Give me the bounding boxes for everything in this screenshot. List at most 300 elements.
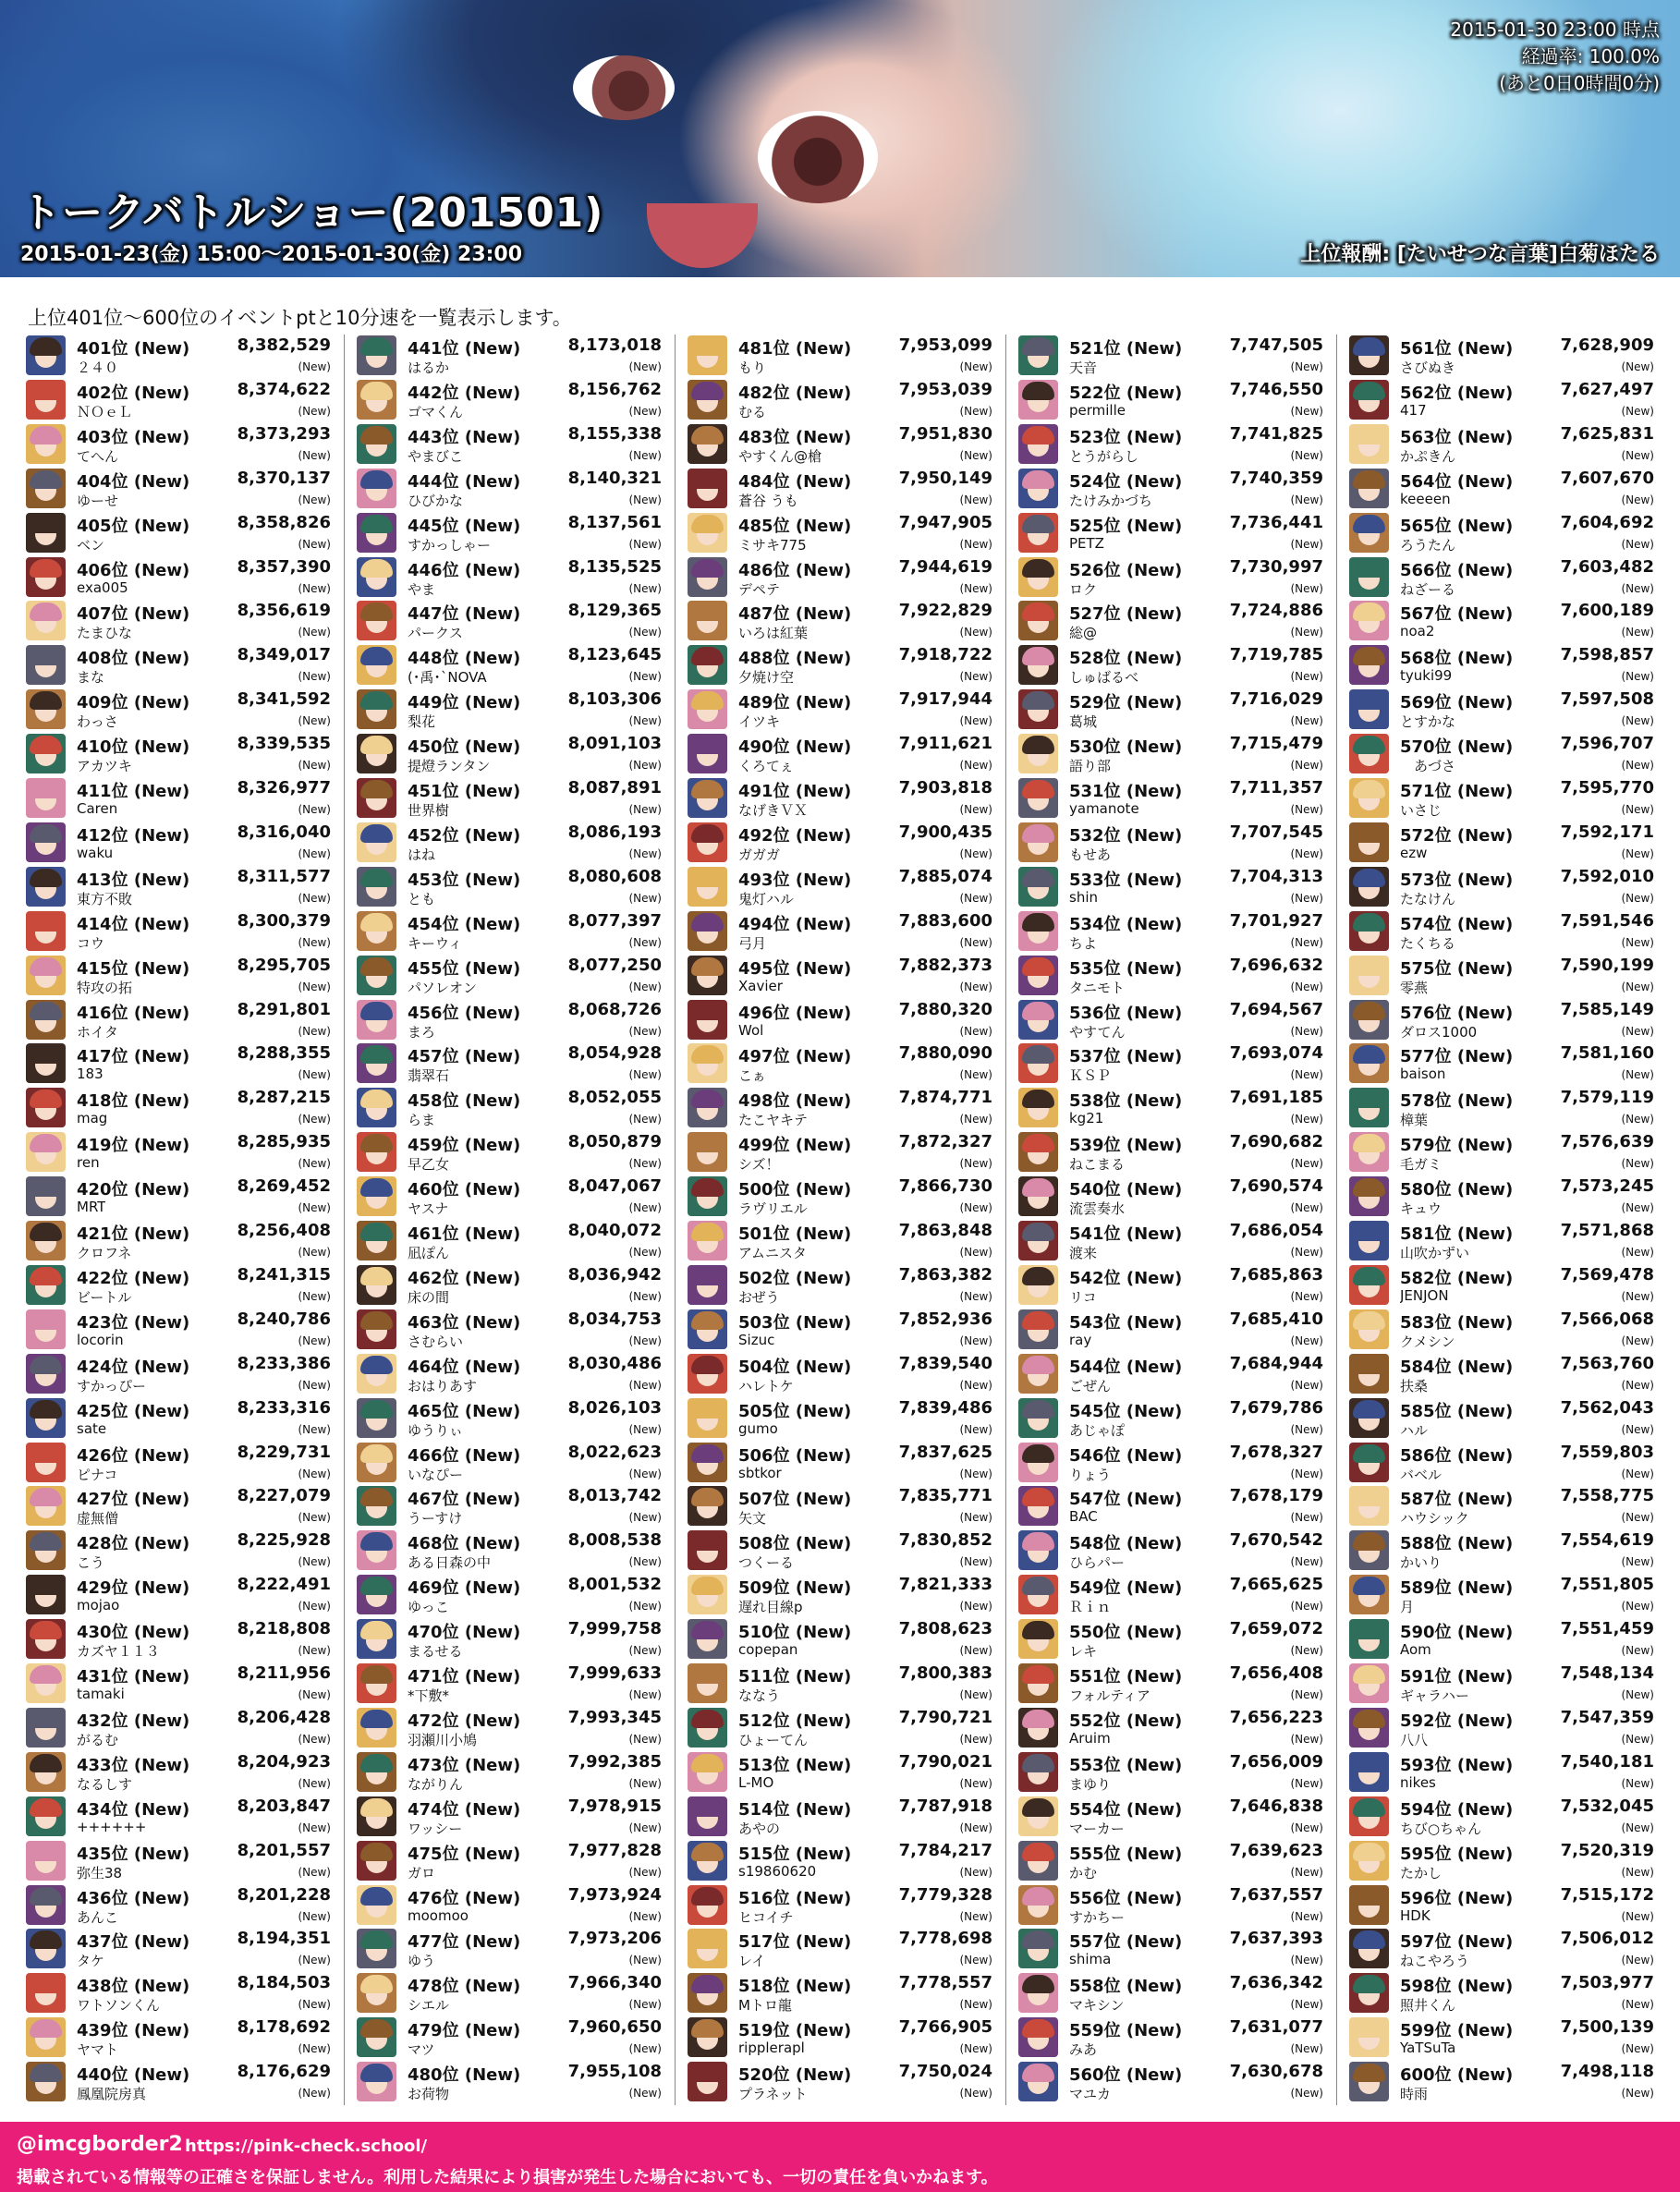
ranking-row[interactable] [688,1175,992,1220]
ranking-row[interactable] [688,1309,992,1353]
ranking-row[interactable] [26,1751,331,1796]
ranking-row[interactable] [357,1618,662,1662]
ranking-row[interactable] [357,1220,662,1264]
ranking-row[interactable] [357,1662,662,1707]
rank-label: 505位 (New) [738,1401,852,1421]
ranking-row[interactable] [1349,1397,1654,1442]
rank-label: 568位 (New) [1400,649,1514,669]
idol-avatar-icon [26,911,66,951]
avatar-hair [1353,1665,1385,1684]
player-name: なるしす [77,1775,133,1793]
avatar-hair [1022,1223,1054,1241]
ranking-row[interactable] [1018,1618,1323,1662]
ranking-row[interactable] [1018,1840,1323,1884]
ranking-row[interactable] [1349,423,1654,468]
ranking-row[interactable] [1018,1796,1323,1840]
ranking-row[interactable] [688,556,992,601]
event-points: 8,137,561 [567,512,662,532]
ranking-row[interactable] [357,1840,662,1884]
idol-avatar-icon [1349,2017,1389,2057]
ranking-row[interactable] [1018,2016,1323,2061]
event-points: 8,225,928 [237,1530,331,1551]
ranking-row[interactable] [688,512,992,556]
ranking-row[interactable] [26,335,331,379]
ranking-row[interactable] [26,733,331,777]
ranking-row[interactable] [357,733,662,777]
player-name: 語り部 [1069,758,1112,775]
ranking-row[interactable] [1349,1087,1654,1131]
ranking-row[interactable] [1018,423,1323,468]
ranking-row[interactable] [1018,1529,1323,1574]
ten-minute-speed: (New) [628,1688,662,1701]
event-points: 8,087,891 [567,778,662,798]
ten-minute-speed: (New) [1290,360,1323,373]
idol-avatar-icon [357,956,396,995]
ranking-row[interactable] [1018,379,1323,423]
ranking-row[interactable] [1018,1087,1323,1131]
ranking-row[interactable] [688,1796,992,1840]
ranking-row[interactable] [1018,1707,1323,1751]
ranking-row[interactable] [357,556,662,601]
ranking-row[interactable] [357,600,662,644]
ranking-row[interactable] [1018,600,1323,644]
ranking-row[interactable] [1349,1884,1654,1929]
ranking-row[interactable] [1349,600,1654,644]
ranking-row[interactable] [357,1928,662,1972]
avatar-hair [30,382,62,400]
ten-minute-speed: (New) [1290,714,1323,728]
ranking-row[interactable] [1349,1574,1654,1618]
ranking-row[interactable] [1018,955,1323,999]
rank-label: 541位 (New) [1069,1224,1183,1244]
ranking-row[interactable] [26,1574,331,1618]
event-points: 8,285,935 [237,1132,331,1152]
ten-minute-speed: (New) [298,935,331,949]
ranking-row[interactable] [357,999,662,1043]
ranking-row[interactable] [688,1972,992,2016]
ranking-row[interactable] [688,1485,992,1529]
ranking-row[interactable] [357,335,662,379]
ranking-row[interactable] [1018,468,1323,512]
ranking-row[interactable] [26,1309,331,1353]
event-points: 7,573,245 [1560,1176,1654,1197]
idol-avatar-icon [26,1973,66,2013]
avatar-hair [691,1710,724,1728]
ranking-row[interactable] [1349,1131,1654,1175]
ranking-row[interactable] [1018,733,1323,777]
ranking-row[interactable] [1018,866,1323,910]
ranking-row[interactable] [1018,999,1323,1043]
player-name: アムニスタ [738,1245,807,1261]
ranking-row[interactable] [1018,1751,1323,1796]
idol-avatar-icon [1018,1043,1058,1083]
ranking-row[interactable] [357,777,662,822]
ten-minute-speed: (New) [959,1422,992,1436]
ranking-row[interactable] [688,1397,992,1442]
event-points: 8,013,742 [567,1486,662,1506]
event-points: 8,218,808 [237,1619,331,1639]
ranking-row[interactable] [357,1309,662,1353]
ranking-row[interactable] [357,423,662,468]
ranking-row[interactable] [357,1264,662,1309]
banner-art-eye-left [573,55,675,120]
event-points: 8,316,040 [237,822,331,842]
ranking-row[interactable] [26,1220,331,1264]
avatar-hair [1353,1710,1385,1728]
ranking-row[interactable] [1018,1353,1323,1397]
event-points: 7,569,478 [1560,1264,1654,1285]
ranking-row[interactable] [26,1618,331,1662]
ranking-row[interactable] [1349,955,1654,999]
ranking-row[interactable] [357,1353,662,1397]
ranking-row[interactable] [357,379,662,423]
rank-label: 432位 (New) [77,1711,190,1731]
player-name: わっさ [77,713,118,731]
ranking-row[interactable] [688,1618,992,1662]
event-points: 7,631,077 [1229,2017,1323,2038]
ranking-row[interactable] [26,955,331,999]
ranking-row[interactable] [26,600,331,644]
ranking-row[interactable] [26,1928,331,1972]
ranking-row[interactable] [1349,1175,1654,1220]
ranking-row[interactable] [357,2016,662,2061]
ranking-row[interactable] [1349,468,1654,512]
ranking-row[interactable] [26,1972,331,2016]
rank-label: 586位 (New) [1400,1445,1514,1466]
ranking-row[interactable] [1349,512,1654,556]
avatar-hair [30,559,62,578]
ranking-row[interactable] [357,955,662,999]
ranking-row[interactable] [357,1529,662,1574]
ranking-row[interactable] [688,1662,992,1707]
event-points: 7,678,179 [1229,1486,1323,1506]
ranking-row[interactable] [1018,556,1323,601]
ten-minute-speed: (New) [1621,846,1654,860]
ranking-row[interactable] [1349,2061,1654,2105]
ranking-row[interactable] [1018,335,1323,379]
ten-minute-speed: (New) [1290,1688,1323,1701]
event-points: 7,766,905 [898,2017,992,2038]
ranking-row[interactable] [26,1796,331,1840]
rank-label: 438位 (New) [77,1977,190,1997]
ranking-row[interactable] [1349,644,1654,688]
ranking-row[interactable] [1018,644,1323,688]
ranking-row[interactable] [688,1087,992,1131]
ranking-row[interactable] [1018,1175,1323,1220]
ranking-row[interactable] [1349,1796,1654,1840]
ranking-row[interactable] [26,2016,331,2061]
ranking-row[interactable] [26,2061,331,2105]
footer-url-link[interactable]: https://pink-check.school/ [185,2137,428,2156]
ranking-row[interactable] [26,1042,331,1087]
ranking-row[interactable] [688,1220,992,1264]
ten-minute-speed: (New) [1290,803,1323,816]
ranking-row[interactable] [1018,1574,1323,1618]
idol-avatar-icon [1018,1885,1058,1925]
ranking-row[interactable] [688,379,992,423]
avatar-hair [30,1311,62,1330]
player-name: ろうたん [1400,536,1456,554]
ranking-row[interactable] [1349,335,1654,379]
ranking-row[interactable] [688,955,992,999]
ranking-row[interactable] [1349,1485,1654,1529]
ten-minute-speed: (New) [1290,1378,1323,1392]
event-points: 7,607,670 [1560,468,1654,488]
ranking-row[interactable] [26,556,331,601]
avatar-hair [691,1002,724,1020]
event-points: 8,370,137 [237,468,331,488]
rank-label: 439位 (New) [77,2021,190,2041]
ranking-row[interactable] [688,644,992,688]
event-points: 7,922,829 [898,601,992,621]
idol-avatar-icon [26,1575,66,1614]
ranking-row[interactable] [26,379,331,423]
ranking-row[interactable] [26,1707,331,1751]
idol-avatar-icon [1018,1796,1058,1836]
ranking-row[interactable] [1349,999,1654,1043]
ranking-row[interactable] [357,1087,662,1131]
footer-handle[interactable]: @imcgborder2 [17,2133,183,2156]
ten-minute-speed: (New) [1290,1821,1323,1834]
ranking-row[interactable] [26,999,331,1043]
ranking-row[interactable] [1349,733,1654,777]
player-name: すかっぴー [77,1377,147,1394]
ranking-row[interactable] [1349,1309,1654,1353]
ranking-row[interactable] [26,777,331,822]
avatar-hair [360,1444,393,1463]
ranking-row[interactable] [1349,866,1654,910]
ranking-row[interactable] [1018,1928,1323,1972]
ranking-row[interactable] [1349,1220,1654,1264]
avatar-hair [30,470,62,489]
ranking-row[interactable] [357,468,662,512]
ranking-row[interactable] [688,600,992,644]
ranking-row[interactable] [1349,822,1654,866]
idol-avatar-icon [688,1663,727,1703]
ranking-row[interactable] [1349,777,1654,822]
player-name: がるむ [77,1731,119,1748]
player-name: 弓月 [738,934,767,952]
ranking-row[interactable] [1018,1309,1323,1353]
ranking-row[interactable] [688,1574,992,1618]
ranking-row[interactable] [1018,1220,1323,1264]
ranking-row[interactable] [688,1131,992,1175]
ranking-row[interactable] [688,866,992,910]
ranking-row[interactable] [1018,512,1323,556]
ranking-row[interactable] [688,1751,992,1796]
ranking-row[interactable] [1018,688,1323,733]
ranking-row[interactable] [26,1442,331,1486]
ranking-row[interactable] [1018,910,1323,955]
ranking-row[interactable] [357,1884,662,1929]
ranking-row[interactable] [688,1884,992,1929]
player-name: とすかな [1400,713,1456,731]
ranking-row[interactable] [357,1485,662,1529]
player-name: Aruim [1069,1729,1111,1747]
ranking-row[interactable] [688,1928,992,1972]
ranking-row[interactable] [357,1131,662,1175]
ten-minute-speed: (New) [959,404,992,418]
ranking-row[interactable] [1018,1397,1323,1442]
ranking-row[interactable] [688,468,992,512]
ten-minute-speed: (New) [1290,1467,1323,1480]
ranking-row[interactable] [26,822,331,866]
ranking-row[interactable] [1349,1928,1654,1972]
player-name: baison [1400,1066,1446,1083]
avatar-hair [1353,957,1385,976]
player-name: やすてん [1069,1023,1126,1041]
ranking-row[interactable] [357,688,662,733]
ranking-row[interactable] [1349,1751,1654,1796]
ranking-row[interactable] [1349,1618,1654,1662]
avatar-hair [1022,913,1054,932]
ranking-row[interactable] [1349,1662,1654,1707]
rank-label: 566位 (New) [1400,560,1514,580]
ranking-row[interactable] [688,1264,992,1309]
avatar-hair [360,1223,393,1241]
ranking-row[interactable] [688,335,992,379]
ranking-row[interactable] [688,423,992,468]
ranking-row[interactable] [688,1353,992,1397]
ranking-row[interactable] [357,644,662,688]
ten-minute-speed: (New) [628,1954,662,1967]
ranking-row[interactable] [1018,1042,1323,1087]
idol-avatar-icon [26,1043,66,1083]
ranking-row[interactable] [688,1442,992,1486]
ranking-row[interactable] [357,1751,662,1796]
ranking-row[interactable] [357,512,662,556]
ranking-row[interactable] [1018,1442,1323,1486]
ranking-row[interactable] [26,688,331,733]
ten-minute-speed: (New) [1290,846,1323,860]
ranking-row[interactable] [1349,1353,1654,1397]
ranking-row[interactable] [1018,2061,1323,2105]
avatar-hair [360,1975,393,1993]
ten-minute-speed: (New) [959,714,992,728]
idol-avatar-icon [1349,424,1389,464]
ranking-row[interactable] [357,1175,662,1220]
ranking-row[interactable] [688,1529,992,1574]
event-points: 7,690,682 [1229,1132,1323,1152]
ten-minute-speed: (New) [959,2087,992,2101]
player-name: はね [408,846,436,863]
ten-minute-speed: (New) [1621,1954,1654,1967]
idol-avatar-icon [1349,822,1389,862]
rank-label: 486位 (New) [738,560,852,580]
ranking-row[interactable] [688,2061,992,2105]
rank-label: 518位 (New) [738,1977,852,1997]
ranking-row[interactable] [688,822,992,866]
avatar-hair [1353,1444,1385,1463]
event-points: 8,047,067 [567,1176,662,1197]
ranking-row[interactable] [26,1087,331,1131]
ranking-row[interactable] [26,423,331,468]
event-points: 7,740,359 [1229,468,1323,488]
ranking-row[interactable] [357,866,662,910]
ranking-row[interactable] [357,822,662,866]
ranking-row[interactable] [1018,822,1323,866]
ranking-row[interactable] [26,866,331,910]
ranking-row[interactable] [1349,1264,1654,1309]
ranking-row[interactable] [1018,1485,1323,1529]
ranking-row[interactable] [357,1707,662,1751]
ranking-row[interactable] [1349,556,1654,601]
ranking-row[interactable] [1349,2016,1654,2061]
ranking-row[interactable] [1349,1529,1654,1574]
avatar-hair [360,1798,393,1817]
ten-minute-speed: (New) [1621,1644,1654,1658]
ranking-row[interactable] [688,910,992,955]
ranking-row[interactable] [688,733,992,777]
ranking-row[interactable] [26,1175,331,1220]
event-points: 8,176,629 [237,2062,331,2082]
ranking-row[interactable] [1349,1972,1654,2016]
ranking-row[interactable] [26,468,331,512]
ranking-row[interactable] [357,1442,662,1486]
ranking-row[interactable] [26,910,331,955]
ranking-row[interactable] [26,1131,331,1175]
ranking-row[interactable] [1018,1884,1323,1929]
ranking-row[interactable] [357,1574,662,1618]
ranking-row[interactable] [26,1397,331,1442]
player-name: たかし [1400,1864,1443,1881]
ranking-row[interactable] [26,644,331,688]
ranking-row[interactable] [1018,1972,1323,2016]
ranking-row[interactable] [26,512,331,556]
ranking-row[interactable] [26,1485,331,1529]
ranking-row[interactable] [688,1707,992,1751]
ranking-row[interactable] [357,1972,662,2016]
ranking-row[interactable] [1349,1840,1654,1884]
ranking-row[interactable] [357,1796,662,1840]
ranking-row[interactable] [26,1529,331,1574]
ranking-row[interactable] [357,2061,662,2105]
ranking-row[interactable] [1018,1264,1323,1309]
ranking-row[interactable] [26,1840,331,1884]
ten-minute-speed: (New) [959,1113,992,1126]
ranking-row[interactable] [688,1042,992,1087]
ranking-row[interactable] [26,1264,331,1309]
ranking-row[interactable] [1349,688,1654,733]
rank-label: 543位 (New) [1069,1312,1183,1333]
ranking-row[interactable] [1018,777,1323,822]
ranking-row[interactable] [1349,379,1654,423]
ranking-row[interactable] [688,2016,992,2061]
avatar-hair [1022,1444,1054,1463]
ranking-row[interactable] [1349,1707,1654,1751]
ranking-row[interactable] [688,1840,992,1884]
ranking-row[interactable] [26,1662,331,1707]
ranking-row[interactable] [357,1042,662,1087]
ranking-row[interactable] [26,1884,331,1929]
avatar-hair [691,1178,724,1197]
ranking-row[interactable] [1349,910,1654,955]
ranking-row[interactable] [688,688,992,733]
ranking-row[interactable] [688,777,992,822]
avatar-hair [1353,1178,1385,1197]
ranking-row[interactable] [1018,1131,1323,1175]
ranking-row[interactable] [26,1353,331,1397]
ranking-row[interactable] [357,910,662,955]
ranking-row[interactable] [1018,1662,1323,1707]
ten-minute-speed: (New) [1621,1422,1654,1436]
ten-minute-speed: (New) [959,1378,992,1392]
rank-label: 502位 (New) [738,1268,852,1288]
ranking-row[interactable] [1349,1442,1654,1486]
ranking-row[interactable] [357,1397,662,1442]
ranking-row[interactable] [1349,1042,1654,1087]
ranking-row[interactable] [688,999,992,1043]
